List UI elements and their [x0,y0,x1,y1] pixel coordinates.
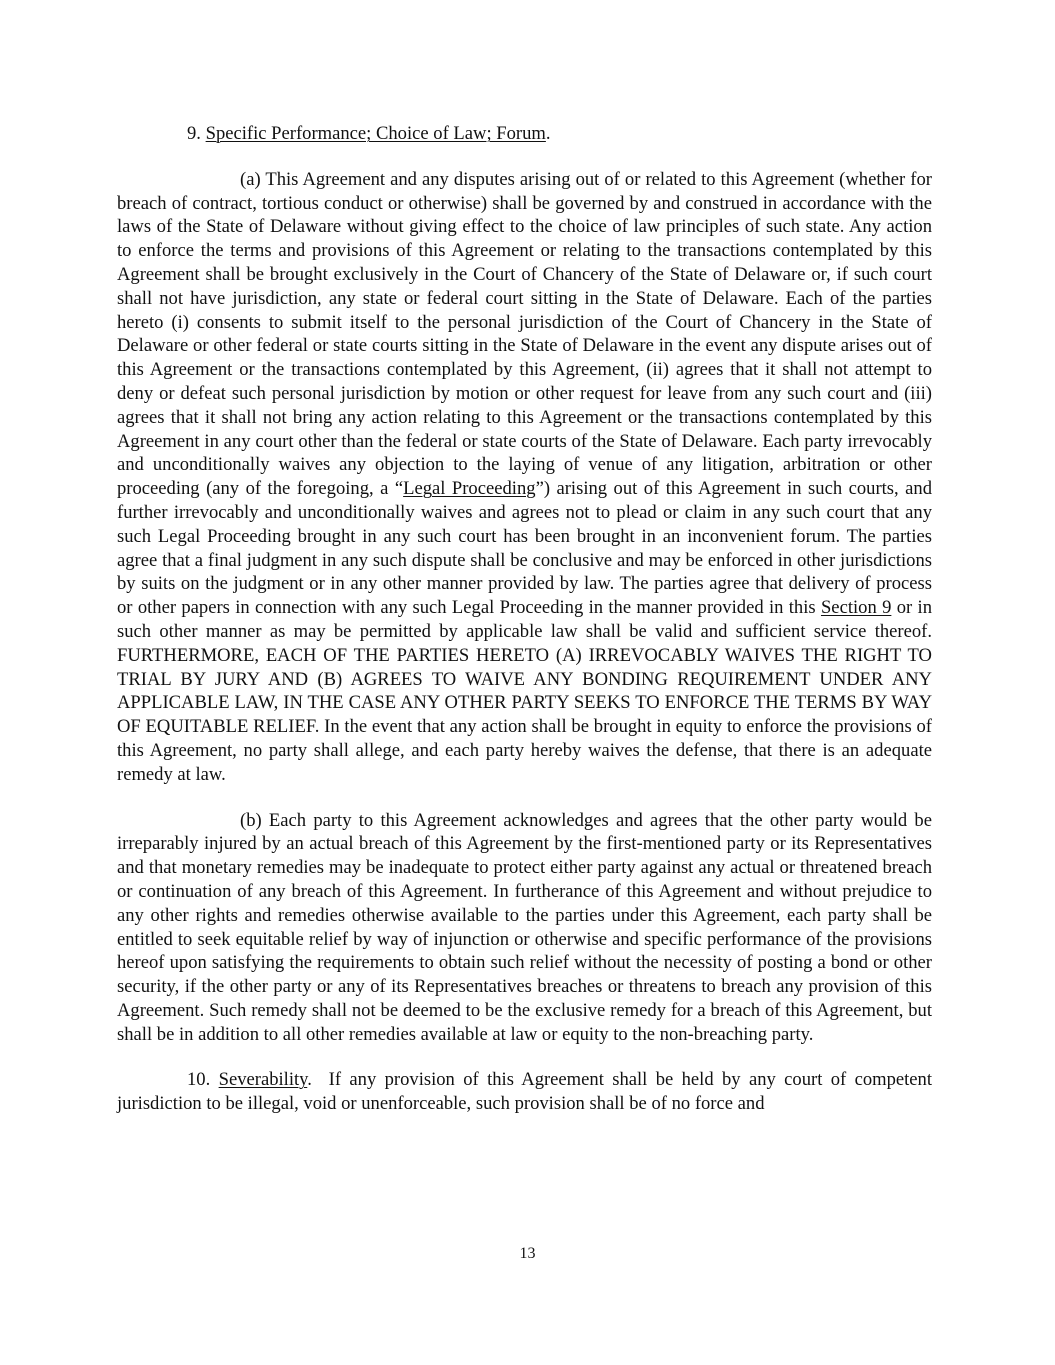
section-9-number: 9. [187,123,201,144]
section-9a-text-1: (a) This Agreement and any disputes arising out of or related to this Agreement (whether for breach of contract, tortious conduct or otherwise) shall be governed by and construed in accordance with the laws of the State of Delaware without giving effect to the choice of law principles of such state. Any action to enforce the terms and provisions of this Agreement or relating to the transactions contemplated by this Agreement shall be brought exclusively in the Court of Chancery of the State of Delaware or, if such court shall not have jurisdiction, any state or federal court sitting in the State of Delaware. Each of the parties hereto (i) consents to submit itself to the personal jurisdiction of the Court of Chancery in the State of Delaware or other federal or state courts sitting in the State of Delaware in the event any dispute arises out of this Agreement or the transactions contemplated by this Agreement, (ii) agrees that it shall not attempt to deny or defeat such personal jurisdiction by motion or other request for leave from any such court and (iii) agrees that it shall not bring any action relating to this Agreement or the transactions contemplated by this Agreement in any court other than the federal or state courts of the State of Delaware. Each party irrevocably and unconditionally waives any objection to the laying of venue of any litigation, arbitration or other proceeding (any of the foregoing, a “ [117,168,932,500]
section-9b-paragraph [117,809,932,1047]
section-9-cross-reference: Section 9 [820,597,892,619]
section-9-heading [117,122,932,146]
section-9a-paragraph [117,168,932,787]
section-9a-text-2: ”) arising out of this Agreement in such courts, and further irrevocably and unconditionally waives and agrees not to plead or claim in any such court that any such Legal Proceeding brought in any such court has been brought in an inconvenient forum. The parties agree that a final judgment in any such dispute shall be conclusive and may be enforced in other jurisdictions by suits on the judgment or in any other manner provided by law. The parties agree that delivery of process or other papers in connection with any such Legal Proceeding in the manner provided in this [117,478,933,619]
page-number: 13 [519,1245,536,1262]
document-page [117,122,932,1116]
section-10-title: Severability [218,1069,308,1091]
section-10-number: 10. [187,1069,211,1091]
section-9a-text-3: or in such other manner as may be permitted by applicable law shall be valid and sufficient service thereof. FURTHERMORE, EACH OF THE PARTIES HERETO (A) IRREVOCABLY WAIVES THE RIGHT TO TRIAL BY JURY AND (B) AGREES TO WAIVE ANY BONDING REQUIREMENT UNDER ANY APPLICABLE LAW, IN THE CASE ANY OTHER PARTY SEEKS TO ENFORCE THE TERMS BY WAY OF EQUITABLE RELIEF. In the event that any action shall be brought in equity to enforce the provisions of this Agreement, no party shall allege, and each party hereby waives the defense, that there is an adequate remedy at law. [117,597,933,785]
section-9-title-end: . [545,123,551,144]
section-9b-text: (b) Each party to this Agreement acknowledges and agrees that the other party would be irreparably injured by an actual breach of this Agreement by the first-mentioned party or its Representatives and that monetary remedies may be inadequate to protect either party against any actual or threatened breach or continuation of any breach of this Agreement. In furtherance of this Agreement and without prejudice to any other rights and remedies otherwise available to the parties under this Agreement, each party shall be entitled to seek equitable relief by way of injunction or otherwise and specific performance of the provisions hereof upon satisfying the requirements to obtain such relief without the necessity of posting a bond or other security, if the other party or any of its Representatives breaches or threatens to breach any provision of this Agreement. Such remedy shall not be deemed to be the exclusive remedy for a breach of this Agreement, but shall be in addition to all other remedies available at law or equity to the non-breaching party. [117,809,932,1045]
section-10-paragraph [117,1068,932,1116]
section-10-text: If any provision of this Agreement shall be held by any court of competent jurisdiction to be illegal, void or unenforceable, such provision shall be of no force and [117,1069,933,1115]
section-9-title: Specific Performance; Choice of Law; Forum [205,123,546,144]
legal-proceeding-defined-term: Legal Proceeding [403,478,536,500]
section-10-title-end: . [307,1069,312,1091]
